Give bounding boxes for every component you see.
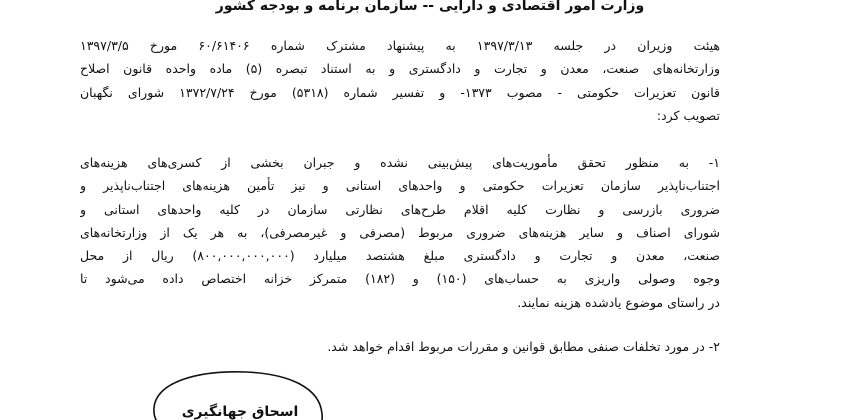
preamble-line: وزارتخانه‌های صنعت، معدن و تجارت و دادگستری و به استناد تبصره (۵) ماده واحده قانون اصلاح — [80, 61, 720, 77]
clause-1-line: وجوه وصولی واریزی به حساب‌های (۱۵۰) و (۱۸۲) متمرکز خزانه اختصاص داده می‌شود تا — [80, 271, 720, 287]
clause-1-line: ضروری بازرسی و نظارت کلیه اقلام طرح‌های نظارتی سازمان در کلیه واحدهای استانی و — [80, 201, 720, 217]
preamble-line: هیئت وزیران در جلسه ۱۳۹۷/۳/۱۳ به پیشنهاد مشترک شماره ۶۰/۶۱۴۰۶ مورخ ۱۳۹۷/۳/۵ — [80, 38, 720, 53]
clause-1-paragraph — [80, 151, 720, 314]
preamble-paragraph — [80, 34, 720, 127]
signer-name: اسحاق جهانگیری — [181, 404, 299, 420]
clause-1-line: اجتناب‌ناپذیر سازمان تعزیرات حکومتی و واحدهای استانی و نیز تأمین هزینه‌های اجتناب‌ناپذیر و — [80, 178, 720, 194]
addressee-ministries-line: وزارت امور اقتصادی و دارایی -- سازمان برنامه و بودجه کشور — [215, 0, 645, 14]
clause-1-line: ۱- به منظور تحقق مأموریت‌های پیش‌بینی نشده و جبران بخشی از کسری‌های هزینه‌های — [80, 155, 720, 170]
signature-block — [150, 368, 330, 420]
clause-1-line: در راستای موضوع یادشده هزینه نمایند. — [517, 294, 720, 310]
preamble-line: قانون تعزیرات حکومتی - مصوب ۱۳۷۳- و تفسیر شماره (۵۳۱۸) مورخ ۱۳۷۲/۷/۲۴ شورای نگهبان — [80, 84, 720, 100]
clause-1-line: صنعت، معدن و تجارت و دادگستری مبلغ هشتصد میلیارد (۸۰۰,۰۰۰,۰۰۰,۰۰۰) ریال از محل — [80, 248, 720, 264]
preamble-line: تصویب کرد: — [656, 107, 720, 123]
clause-1-line: شورای اصناف و سایر هزینه‌های ضروری مربوط (مصرفی و غیرمصرفی)، به هر یک از وزارتخانه‌های — [80, 224, 720, 240]
clause-2-paragraph: ۲- در مورد تخلفات صنفی مطابق قوانین و مقررات مربوط اقدام خواهد شد. — [327, 339, 720, 354]
